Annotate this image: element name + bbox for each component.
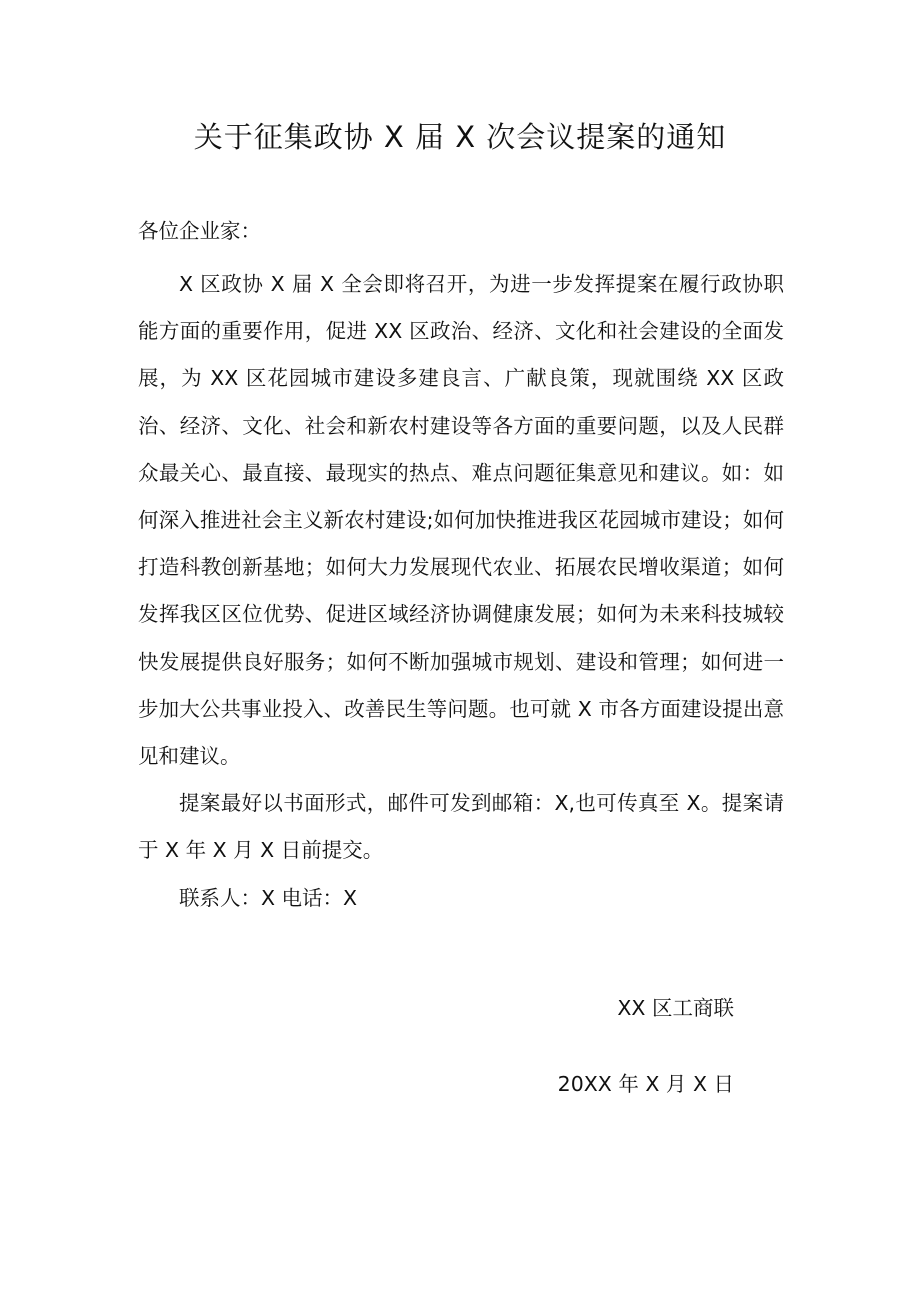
document-title: 关于征集政协 X 届 X 次会议提案的通知	[193, 120, 727, 154]
document-body	[138, 261, 784, 922]
paragraph-contact: 联系人：X 电话：X	[179, 885, 358, 910]
paragraph-main: X 区政协 X 届 X 全会即将召开，为进一步发挥提案在履行政协职能方面的重要作用，促进 XX 区政治、经济、文化和社会建设的全面发展，为 XX 区花园城市建设多建良言、广献良策，现就围绕 XX 区政治、经济、文化、社会和新农村建设等各方面的重要问题，以及人民群众最关心、最直接、最现实的热点、难点问题征集意见和建议。如：如何深入推进社会主义新农村建设;如何加快推进我区花园城市建设；如何打造科教创新基地；如何大力发展现代农业、拓展农民增收渠道；如何发挥我区区位优势、促进区域经济协调健康发展；如何为未来科技城较快发展提供良好服务；如何不断加强城市规划、建设和管理；如何进一步加大公共事业投入、改善民生等问题。也可就 X 市各方面建设提出意见和建议。	[138, 272, 784, 769]
paragraph-submission: 提案最好以书面形式，邮件可发到邮箱：X,也可传真至 X。提案请于 X 年 X 月 X 日前提交。	[138, 791, 784, 863]
salutation: 各位企业家：	[138, 219, 261, 243]
signature-date: 20XX 年 X 月 X 日	[557, 1072, 734, 1096]
signature-organization: XX 区工商联	[617, 996, 734, 1020]
